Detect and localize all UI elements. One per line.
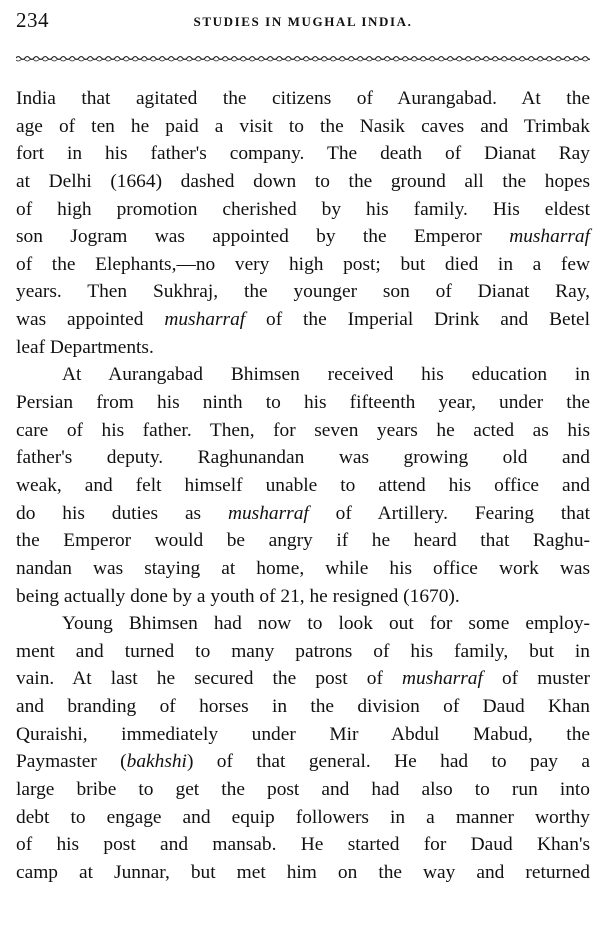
text-run: son Jogram was appointed by the Emperor bbox=[16, 226, 510, 248]
text-line bbox=[16, 334, 590, 362]
text-line bbox=[16, 500, 590, 528]
text-run: father's deputy. Raghunandan was growing old and bbox=[16, 447, 590, 469]
text-line bbox=[16, 278, 590, 306]
text-line bbox=[16, 804, 590, 832]
page-number: 234 bbox=[16, 8, 49, 32]
text-run: at Delhi (1664) dashed down to the ground all the hopes bbox=[16, 170, 590, 192]
text-line bbox=[16, 417, 590, 445]
text-run: Paymaster ( bbox=[16, 751, 127, 773]
text-run: Quraishi, immediately under Mir Abdul Mabud, the bbox=[16, 723, 590, 745]
text-run: of the Imperial Drink and Betel bbox=[245, 309, 590, 331]
text-run: years. Then Sukhraj, the younger son of Dianat Ray, bbox=[16, 281, 590, 303]
text-run: the Emperor would be angry if he heard that Raghu- bbox=[16, 530, 590, 552]
text-line bbox=[16, 721, 590, 749]
text-run: Persian from his ninth to his fifteenth year, under the bbox=[16, 392, 590, 414]
text-run: of muster bbox=[482, 668, 590, 690]
text-line bbox=[16, 223, 590, 251]
text-run: leaf Departments. bbox=[16, 336, 154, 358]
text-line bbox=[16, 472, 590, 500]
text-line bbox=[16, 251, 590, 279]
text-line bbox=[16, 444, 590, 472]
text-run: of the Elephants,—no very high post; but died in a few bbox=[16, 253, 590, 275]
text-run: fort in his father's company. The death of Dianat Ray bbox=[16, 143, 590, 165]
text-line bbox=[16, 665, 590, 693]
text-line bbox=[16, 610, 590, 638]
page-header bbox=[16, 8, 590, 38]
italic-term: musharraf bbox=[509, 226, 590, 248]
text-run: of Artillery. Fearing that bbox=[308, 502, 590, 524]
text-line bbox=[16, 638, 590, 666]
italic-term: musharraf bbox=[402, 668, 483, 690]
text-run: India that agitated the citizens of Aurangabad. At the bbox=[16, 88, 590, 109]
italic-term: musharraf bbox=[164, 309, 246, 331]
text-line bbox=[16, 85, 590, 113]
text-line bbox=[16, 361, 590, 389]
italic-term: musharraf bbox=[227, 502, 309, 524]
text-run: weak, and felt himself unable to attend his office and bbox=[16, 474, 590, 496]
text-run: camp at Junnar, but met him on the way and returned bbox=[16, 861, 590, 883]
text-run: nandan was staying at home, while his office work was bbox=[16, 557, 590, 579]
text-run: was appointed bbox=[16, 309, 165, 331]
text-run: ) of that general. He had to pay a bbox=[186, 751, 590, 773]
text-run: age of ten he paid a visit to the Nasik caves and Trimbak bbox=[16, 115, 590, 137]
text-run: of his post and mansab. He started for Daud Khan's bbox=[16, 834, 590, 856]
text-run: At Aurangabad Bhimsen received his education in bbox=[62, 364, 590, 386]
text-run: being actually done by a youth of 21, he resigned (1670). bbox=[16, 585, 460, 607]
text-line bbox=[16, 113, 590, 141]
italic-term: bakhshi bbox=[126, 751, 187, 773]
text-line bbox=[16, 693, 590, 721]
text-run: large bribe to get the post and had also to run into bbox=[16, 779, 590, 801]
body-text bbox=[16, 85, 590, 887]
text-run: and branding of horses in the division of Daud Khan bbox=[16, 696, 590, 718]
text-line bbox=[16, 527, 590, 555]
text-run: ment and turned to many patrons of his family, but in bbox=[16, 640, 590, 662]
text-line bbox=[16, 140, 590, 168]
text-run: care of his father. Then, for seven years he acted as his bbox=[16, 419, 590, 441]
text-run: Young Bhimsen had now to look out for some employ- bbox=[62, 613, 590, 635]
text-line bbox=[16, 831, 590, 859]
text-line bbox=[16, 748, 590, 776]
text-line bbox=[16, 389, 590, 417]
text-line bbox=[16, 168, 590, 196]
text-line bbox=[16, 196, 590, 224]
text-run: debt to engage and equip followers in a manner worthy bbox=[16, 806, 590, 828]
text-line bbox=[16, 306, 590, 334]
text-line bbox=[16, 555, 590, 583]
decorative-wavy-rule bbox=[16, 52, 590, 66]
text-run: vain. At last he secured the post of bbox=[16, 668, 403, 690]
text-line bbox=[16, 583, 590, 611]
text-line bbox=[16, 859, 590, 887]
text-run: do his duties as bbox=[16, 502, 228, 524]
running-head: STUDIES IN MUGHAL INDIA. bbox=[193, 14, 413, 29]
text-run: of high promotion cherished by his family. His eldest bbox=[16, 198, 590, 220]
text-line bbox=[16, 776, 590, 804]
